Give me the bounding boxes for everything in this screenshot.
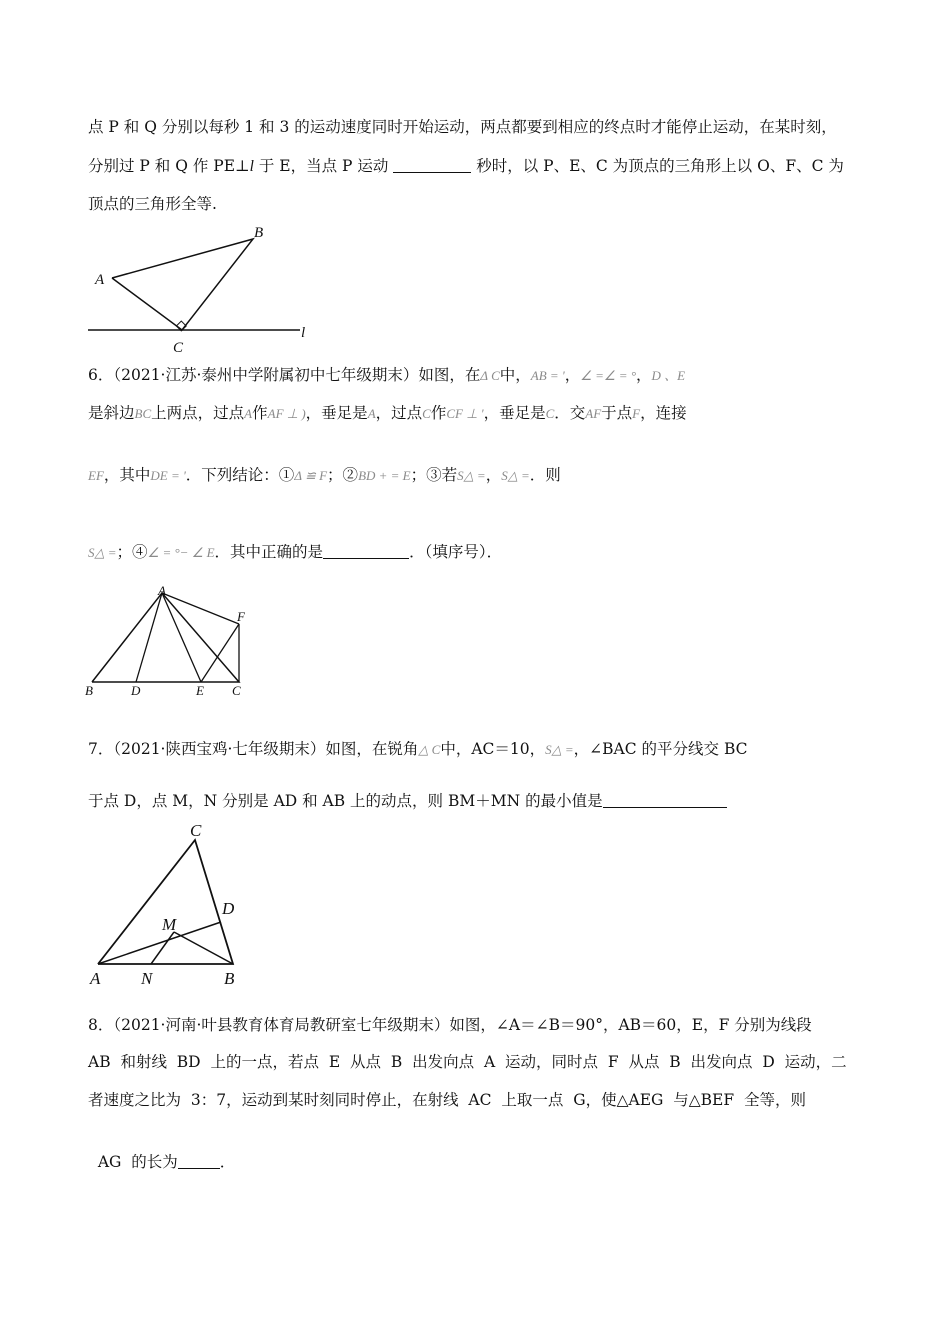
q6-figure (82, 585, 262, 700)
q6-text-line-4 (88, 540, 870, 565)
q6-cf-perp: CF ⊥ ' (446, 406, 484, 421)
q6-point-c-2: C (545, 406, 555, 421)
q6-l2-f: 作 (430, 404, 447, 422)
q7-l1-a: 7．（2021·陕西宝鸡·七年级期末）如图，在锐角 (88, 740, 419, 758)
q6-af-perp: AF ⊥ ) (267, 406, 306, 421)
q6-label-b: B (85, 683, 93, 698)
q6-l2-e: ，过点 (375, 404, 423, 422)
q6-point-c: C (422, 406, 431, 421)
q5-text-line-1: 点 P 和 Q 分别以每秒 1 和 3 的运动速度同时开始运动，两点都要到相应的终点时才能停止运动，在某时刻， (88, 118, 837, 136)
q6-text-line-3 (88, 463, 870, 488)
q6-segment-ef (201, 624, 239, 682)
q7-label-b: B (224, 969, 235, 988)
q5-line-l-symbol: l (249, 158, 254, 175)
q6-l2-b: 上两点，过点 (151, 404, 245, 422)
q6-area-2: S△ = (501, 468, 530, 483)
q6-segment-ad (136, 593, 162, 682)
q6-de-points: D 、E (651, 368, 686, 383)
q6-point-a-2: A (367, 406, 376, 421)
q6-angle-expr: ∠ =∠ = ° (580, 368, 637, 383)
q6-l2-i: 于点 (601, 404, 633, 422)
q5-text-line-3: 顶点的三角形全等. (88, 195, 217, 213)
q7-label-d: D (222, 899, 235, 918)
q6-l1-c: ， (564, 366, 581, 384)
q6-l2-g: ，垂足是 (483, 404, 546, 422)
q7-segment-ad (98, 922, 221, 964)
q5-label-a: A (95, 272, 105, 288)
q7-label-c: C (190, 821, 202, 840)
q6-l1-d: ， (636, 366, 652, 384)
q7-label-a: A (90, 969, 101, 988)
q6-conclusion-2: BD + = E (358, 468, 411, 483)
q6-ef: EF (88, 468, 104, 483)
q6-area-1: S△ = (457, 468, 486, 483)
q8-text-line-2: AB 和射线 BD 上的一点，若点 E 从点 B 出发向点 A 运动，同时点 F 从点 B 出发向点 D 运动，二 (88, 1053, 847, 1071)
q5-line2-part-b: 于 E，当点 P 运动 (253, 157, 394, 175)
q6-ab-expr: AB = ' (530, 368, 565, 383)
q6-l1-b: 中， (499, 366, 531, 384)
q6-label-a: A (158, 583, 166, 598)
q7-l1-c: ，∠BAC 的平分线交 BC (573, 740, 748, 758)
q7-l2-a: 于点 D，点 M，N 分别是 AD 和 AB 上的动点，则 BM＋MN 的最小值是 (88, 792, 603, 810)
q7-answer-blank (603, 791, 727, 808)
q6-af: AF (585, 406, 602, 421)
q5-line2-part-c: 秒时，以 P、E、C 为顶点的三角形上以 O、F、C 为 (471, 157, 844, 175)
q8-text-line-3: 者速度之比为 3：7，运动到某时刻同时停止，在射线 AC 上取一点 G，使△AEG 与△BEF 全等，则 (88, 1091, 806, 1109)
q5-text-line-2 (88, 154, 870, 179)
q7-label-m: M (162, 915, 177, 934)
q6-l2-h: ．交 (554, 404, 586, 422)
q6-area-3: S△ = (88, 545, 117, 560)
q6-triangle-name: Δ C (480, 368, 500, 383)
q6-l3-a: ，其中 (103, 466, 151, 484)
q6-l4-b: ．其中正确的是 (214, 543, 324, 561)
q6-de-expr: DE = ' (150, 468, 186, 483)
q6-l2-j: ，连接 (640, 404, 687, 422)
q5-label-c: C (173, 340, 184, 356)
q6-l4-a: ；④ (116, 543, 148, 561)
q7-label-n: N (141, 969, 153, 988)
q6-text-line-1 (88, 363, 870, 388)
q7-l1-b: 中，AC＝10， (440, 740, 546, 758)
q6-label-c: C (232, 683, 241, 698)
q7-triangle-abc (98, 840, 233, 964)
q7-area-expr: S△ = (545, 742, 574, 757)
q6-label-f: F (237, 609, 245, 624)
q6-l3-d: ；③若 (410, 466, 458, 484)
q6-conclusion-1: Δ ≌ F (294, 468, 328, 483)
q6-label-d: D (131, 683, 141, 698)
q7-text-line-2 (88, 789, 870, 813)
q8-l4-a: AG 的长为 (97, 1153, 178, 1171)
q8-text-line-1: 8．（2021·河南·叶县教育体育局教研室七年级期末）如图，∠A＝∠B＝90°，AB＝60，E，F 分别为线段 (88, 1016, 812, 1034)
q6-triangle-abc (92, 593, 239, 682)
q6-l3-c: ；② (327, 466, 359, 484)
q5-answer-blank (393, 156, 471, 173)
q6-answer-blank (323, 542, 409, 559)
q6-point-f: F (632, 406, 641, 421)
q7-figure (86, 820, 256, 990)
q6-bc: BC (134, 406, 152, 421)
q6-l3-b: ．下列结论：① (185, 466, 295, 484)
q6-l2-d: ，垂足是 (305, 404, 368, 422)
q6-l2-a: 是斜边 (88, 404, 135, 422)
q6-l1-a: 6．（2021·江苏·泰州中学附属初中七年级期末）如图，在 (88, 366, 481, 384)
q6-label-e: E (196, 683, 204, 698)
q6-point-a: A (244, 406, 253, 421)
q7-segment-mn (151, 932, 174, 964)
q6-conclusion-4: ∠ = °− ∠ E (147, 545, 215, 560)
q5-label-b: B (254, 225, 264, 241)
q8-l4-b: ． (219, 1153, 236, 1171)
q5-triangle-abc (112, 239, 253, 330)
q5-label-l: l (301, 325, 306, 341)
q6-l3-f: ．则 (529, 466, 561, 484)
q8-answer-blank (178, 1152, 220, 1169)
q8-text-line-4 (88, 1126, 870, 1174)
q6-l4-c: ．（填序号）． (409, 543, 503, 561)
q6-l2-c: 作 (252, 404, 268, 422)
q6-l3-e: ， (485, 466, 502, 484)
q5-line2-part-a: 分别过 P 和 Q 作 PE⊥ (88, 157, 250, 175)
q5-figure (85, 222, 325, 357)
q6-text-line-2 (88, 401, 870, 426)
q7-triangle-name: △ C (418, 742, 441, 757)
q7-text-line-1 (88, 737, 870, 762)
